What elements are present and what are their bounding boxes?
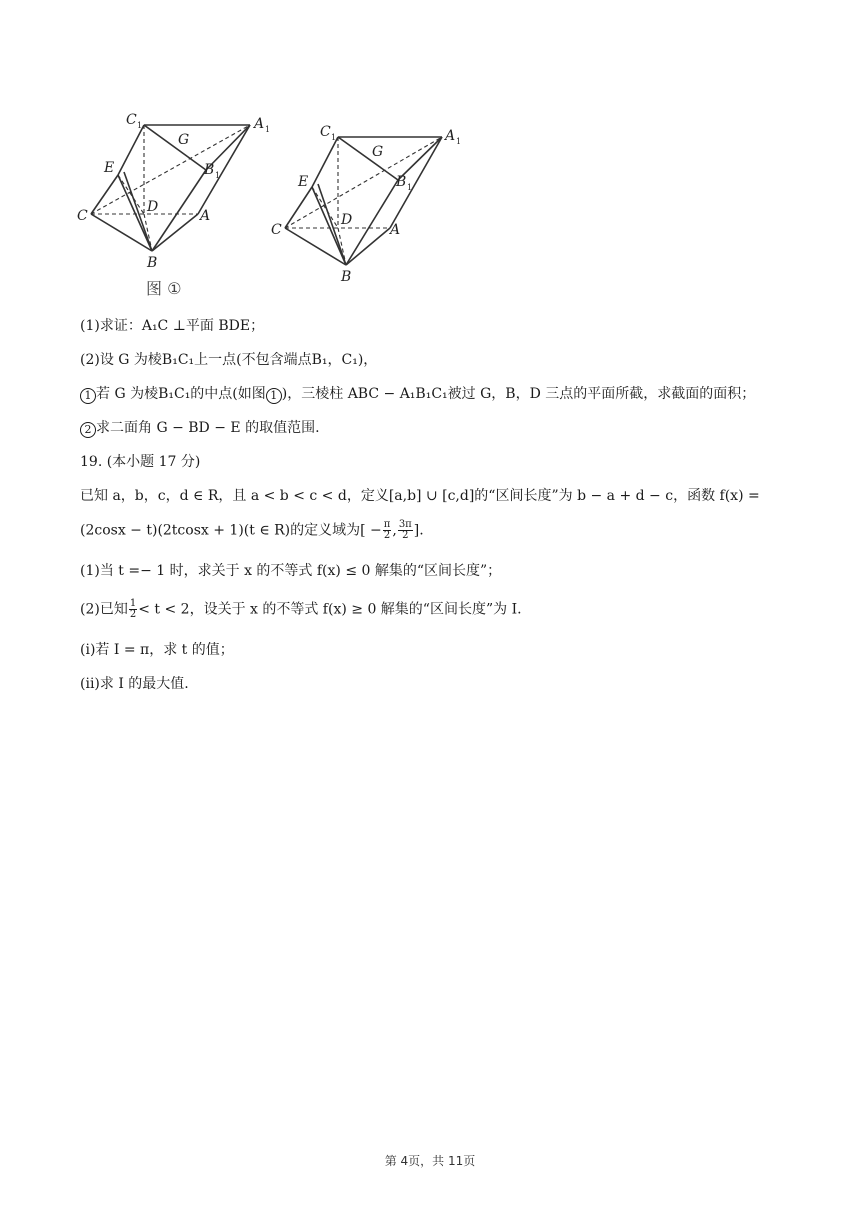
q18-part2: (2)设 G 为棱B₁C₁上一点(不包含端点B₁，C₁)，: [80, 352, 378, 368]
q19-part2: [80, 599, 522, 620]
q19-line-1: 已知 a，b，c，d ∈ R，且 a < b < c < d，定义[a,b] ∪ [c,d]的“区间长度”为 b − a + d − c，函数 f(x) =: [80, 488, 760, 504]
q18-part2-i-text-b: )，三棱柱 ABC − A₁B₁C₁被过 G，B，D 三点的平面所截，求截面的面积；: [281, 386, 756, 402]
circled-number-1-ref: 1: [266, 388, 282, 404]
label-b1-sub: 1: [215, 171, 221, 180]
label-c1: C: [320, 124, 331, 140]
label-a1-sub: 1: [265, 125, 271, 134]
q19-part1: (1)当 t =− 1 时，求关于 x 的不等式 f(x) ≤ 0 解集的“区间长度”；: [80, 563, 502, 579]
label-d: D: [341, 212, 353, 228]
page-footer: 第 4页，共 11页: [384, 1154, 476, 1168]
q19-part2-i: (i)若 I = π，求 t 的值；: [80, 642, 234, 658]
frac-den: 2: [129, 609, 137, 620]
q18-part2-i: [80, 384, 755, 404]
q18-part2-ii: [80, 418, 320, 438]
label-a: A: [200, 208, 211, 224]
label-a1: A: [445, 128, 456, 144]
circled-number-1: 1: [80, 388, 96, 404]
label-c: C: [271, 222, 282, 238]
q19-part2-pre: (2)已知: [80, 601, 128, 618]
fraction-one-half: [129, 599, 137, 620]
label-c1-sub: 1: [331, 133, 337, 142]
frac-den: 2: [402, 530, 409, 541]
prism-figure-1: [74, 108, 274, 278]
label-b: B: [147, 255, 158, 271]
q19-line-2-text: (2cosx − t)(2tcosx + 1)(t ∈ R)的定义域为[ −: [80, 522, 382, 539]
frac-den: 2: [383, 530, 391, 541]
prism-diagram-1: [74, 108, 274, 274]
prism-figure-2: [268, 120, 468, 290]
q18-part2-i-text-a: 若 G 为棱B₁C₁的中点(如图: [96, 386, 266, 402]
label-g: G: [372, 144, 384, 160]
label-b1: B: [396, 174, 407, 190]
frac-num: 1: [129, 598, 137, 609]
label-b1: B: [204, 162, 215, 178]
label-d: D: [147, 199, 159, 215]
label-a: A: [390, 222, 401, 238]
q19-part2-ii: (ii)求 I 的最大值.: [80, 676, 189, 692]
label-b1-sub: 1: [407, 183, 413, 192]
q19-heading: 19. (本小题 17 分): [80, 454, 201, 470]
label-b: B: [341, 269, 352, 285]
prism-diagram-2: [268, 120, 468, 286]
label-c1-sub: 1: [137, 121, 143, 130]
label-a1: A: [254, 116, 265, 132]
figure-caption: 图 ①: [146, 279, 182, 298]
label-c: C: [77, 208, 88, 224]
q19-part2-post: < t < 2，设关于 x 的不等式 f(x) ≥ 0 解集的“区间长度”为 I.: [138, 601, 522, 618]
fraction-3pi-over-2: [398, 520, 413, 541]
label-g: G: [178, 132, 190, 148]
frac-num: π: [383, 519, 391, 530]
frac-num: 3π: [398, 519, 412, 530]
q19-line-2: (2cosx − t)(2tcosx + 1)(t ∈ R)的定义域为[ − $\frac{\pi}{2}$ , $\frac{3\pi}{2}$ ].: [80, 519, 424, 541]
circled-number-2: 2: [80, 422, 96, 438]
q18-part2-ii-text: 求二面角 G − BD − E 的取值范围.: [96, 420, 320, 436]
fraction-pi-over-2: [383, 520, 392, 541]
label-a1-sub: 1: [456, 137, 462, 146]
label-c1: C: [126, 112, 137, 128]
label-e: E: [104, 160, 115, 176]
q18-part1: (1)求证：A₁C ⊥平面 BDE；: [80, 318, 265, 334]
label-e: E: [298, 174, 309, 190]
